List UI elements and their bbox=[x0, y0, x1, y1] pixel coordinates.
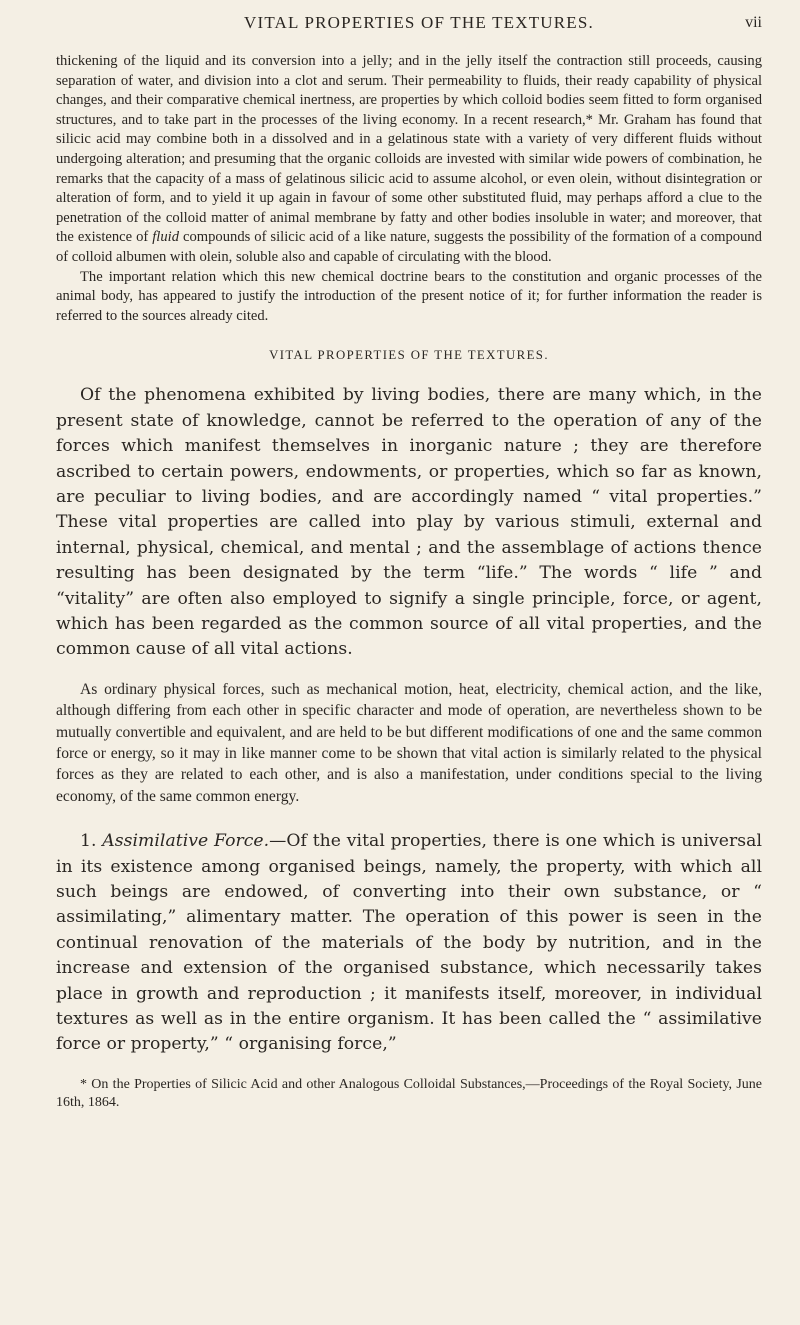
intro-paragraph-1-text: thickening of the liquid and its conversion into a jelly; and in the jelly itself the contraction still proceeds, causing separation of water, and division into a clot and serum. Their permeability to fluids, their ready capability of physical changes, and their comparative chemical inertness, are properties by which colloid bodies seem fitted to form organised structures, and to take part in the processes of the living economy. In a recent research,* Mr. Graham has found that silicic acid may combine both in a dissolved and in a gelatinous state with a variety of very different fluids without undergoing alteration; and presuming that the organic colloids are invested with similar wide powers of combination, he remarks that the capacity of a mass of gelatinous silicic acid to assume alcohol, or even olein, without disintegration or alteration of form, and to yield it up again in favour of some other substituted fluid, may perhaps afford a clue to the penetration of the colloid matter of animal membrane by fatty and other bodies insoluble in water; and moreover, that the existence of bbox=[56, 53, 762, 246]
section-heading: VITAL PROPERTIES OF THE TEXTURES. bbox=[269, 348, 549, 363]
running-head bbox=[76, 10, 762, 36]
paragraph-number: 1. bbox=[80, 831, 103, 852]
section-paragraph-3 bbox=[56, 829, 762, 1058]
intro-paragraph-2: The important relation which this new chemical doctrine bears to the constitution and organic processes of the animal body, has appeared to justify the introduction of the present notice of it; for further information the reader is referred to the sources already cited. bbox=[56, 268, 762, 324]
section-paragraph-2: As ordinary physical forces, such as mechanical motion, heat, electricity, chemical action, and the like, although differing from each other in specific character and mode of operation, are nevertheless shown to be mutually convertible and equivalent, and are held to be but different modifications of one and the same common force or energy, so it may in like manner come to be shown that vital action is similarly related to the physical forces as they are related to each other, and is also a manifestation, under conditions special to the living economy, of the same common energy. bbox=[56, 680, 762, 805]
section-paragraph-3-text: —Of the vital properties, there is one which is universal in its existence among organised beings, namely, the property, with which all such beings are endowed, of converting into their own substance, or “ assimilating,” alimentary matter. The operation of this power is seen in the continual renovation of the materials of the body by nutrition, and in the increase and extension of the organised substance, which necessarily takes place in growth and reproduction ; it manifests itself, moreover, in individual textures as well as in the entire organism. It has been called the “ assimilative force or property,” “ organising force,” bbox=[56, 831, 762, 1055]
intro-paragraph-1-tail: compounds of silicic acid of a like nature, suggests the possibility of the formation of a compound of colloid albumen with olein, soluble also and capable of circulating with the blood. bbox=[56, 229, 762, 265]
running-title: VITAL PROPERTIES OF THE TEXTURES. bbox=[244, 13, 594, 32]
paragraph-title: Assimilative Force. bbox=[102, 831, 270, 852]
intro-paragraph-1-emphasis: fluid bbox=[152, 229, 180, 246]
intro-paragraph-1 bbox=[56, 52, 762, 268]
page-number: vii bbox=[745, 14, 762, 31]
footnote: * On the Properties of Silicic Acid and other Analogous Colloidal Substances,—Proceedings of the Royal Society, June 16th, 1864. bbox=[56, 1076, 762, 1110]
section-paragraph-1: Of the phenomena exhibited by living bodies, there are many which, in the present state of knowledge, cannot be referred to the operation of any of the forces which manifest themselves in inorganic nature ; they are therefore ascribed to certain powers, endowments, or properties, which so far as known, are peculiar to living bodies, and are accordingly named “ vital properties.” These vital properties are called into play by various stimuli, external and internal, physical, chemical, and mental ; and the assemblage of actions thence resulting has been designated by the term “life.” The words “ life ” and “vitality” are often also employed to signify a single principle, force, or agent, which has been regarded as the common source of all vital properties, and the common cause of all vital actions. bbox=[56, 385, 762, 660]
